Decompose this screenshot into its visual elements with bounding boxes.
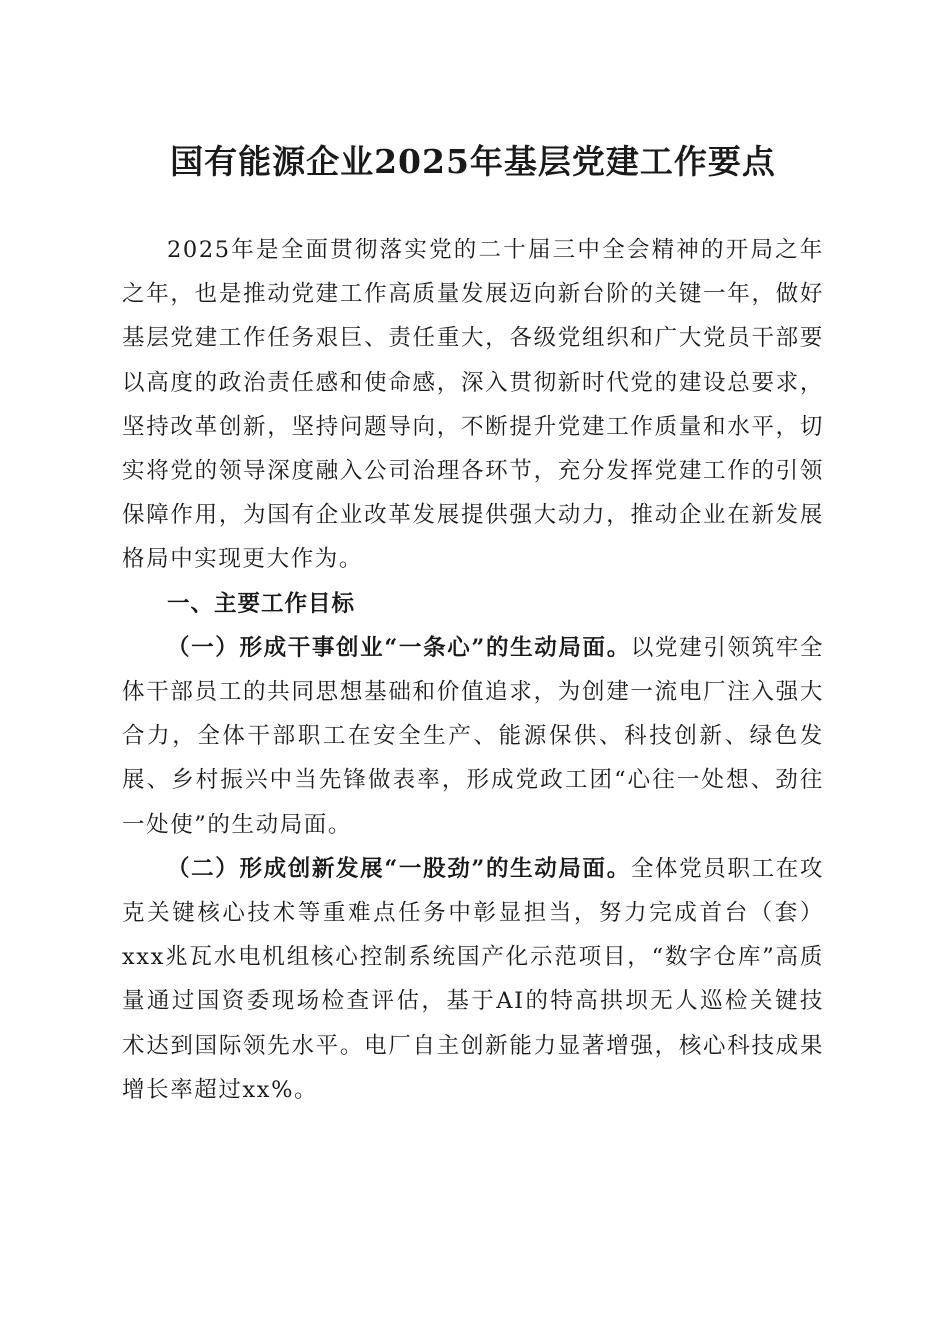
document-title: 国有能源企业2025年基层党建工作要点 (170, 142, 776, 181)
goal-paragraph-2 (122, 847, 824, 1112)
goal-lead-2: （二）形成创新发展“一股劲”的生动局面。 (167, 855, 631, 882)
goal-paragraph-1 (122, 626, 824, 847)
intro-paragraph: 2025年是全面贯彻落实党的二十届三中全会精神的开局之年之年，也是推动党建工作高质量发展迈向新台阶的关键一年，做好基层党建工作任务艰巨、责任重大，各级党组织和广大党员干部要以高度的政治责任感和使命感，深入贯彻新时代党的建设总要求，坚持改革创新，坚持问题导向，不断提升党建工作质量和水平，切实将党的领导深度融入公司治理各环节，充分发挥党建工作的引领保障作用，为国有企业改革发展提供强大动力，推动企业在新发展格局中实现更大作为。 (122, 237, 824, 573)
goal-body-1: 以党建引领筑牢全体干部员工的共同思想基础和价值追求，为创建一流电厂注入强大合力，全体干部职工在安全生产、能源保供、科技创新、绿色发展、乡村振兴中当先锋做表率，形成党政工团“心往一处想、劲往一处使”的生动局面。 (122, 634, 824, 838)
section-heading-main-goals: 一、主要工作目标 (167, 590, 356, 617)
goal-body-2: 全体党员职工在攻克关键核心技术等重难点任务中彰显担当，努力完成首台（套）xxx兆瓦水电机组核心控制系统国产化示范项目，“数字仓库”高质量通过国资委现场检查评估，基于AI的特高拱坝无人巡检关键技术达到国际领先水平。电厂自主创新能力显著增强，核心科技成果增长率超过xx%。 (122, 855, 824, 1103)
goal-lead-1: （一）形成干事创业“一条心”的生动局面。 (167, 634, 631, 661)
